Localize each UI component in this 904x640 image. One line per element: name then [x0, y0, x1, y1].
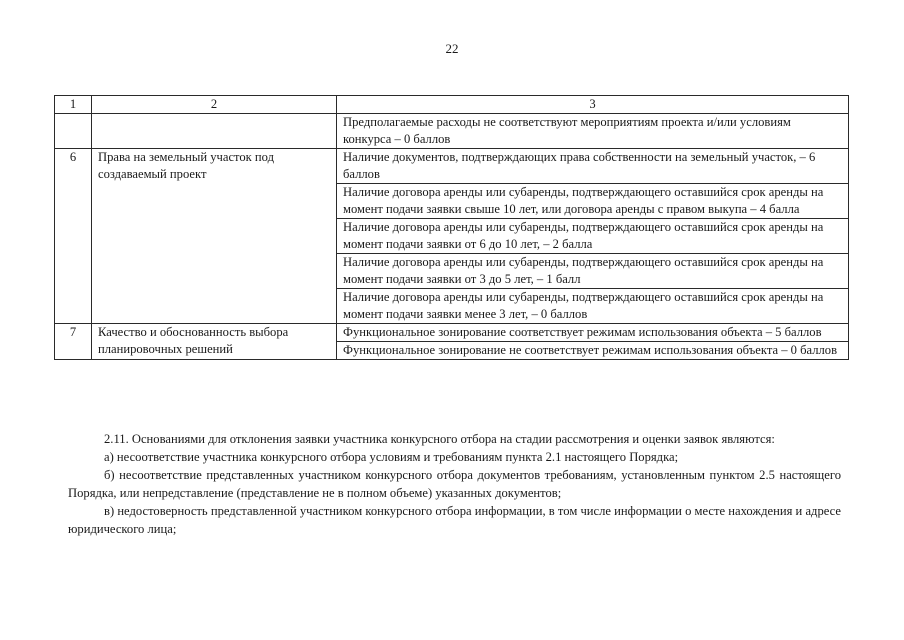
criteria-table	[54, 95, 849, 360]
criterion-cell: Качество и обоснованность выбора планировочных решений	[92, 324, 337, 360]
paragraph: в) недостоверность представленной участником конкурсного отбора информации, в том числе информации о месте нахождения и адресе юридического лица;	[68, 504, 841, 536]
option-cell: Функциональное зонирование не соответствует режимам использования объекта – 0 баллов	[337, 342, 849, 360]
body-text	[68, 430, 841, 538]
table-row	[55, 114, 849, 149]
continuation-cell: Предполагаемые расходы не соответствуют мероприятиям проекта и/или условиям конкурса – 0 баллов	[337, 114, 849, 149]
paragraph: б) несоответствие представленных участником конкурсного отбора документов требованиям, установленным пунктом 2.5 настоящего Порядка, или непредставление (представление не в полном объеме) указанных документов;	[68, 468, 841, 500]
criterion-cell: Права на земельный участок под создаваемый проект	[92, 149, 337, 324]
option-cell: Наличие документов, подтверждающих права собственности на земельный участок, – 6 баллов	[337, 149, 849, 184]
column-header-1: 1	[55, 96, 92, 114]
column-header-2: 2	[92, 96, 337, 114]
row-number: 6	[55, 149, 92, 324]
paragraph: 2.11. Основаниями для отклонения заявки участника конкурсного отбора на стадии рассмотрения и оценки заявок являются:	[104, 432, 775, 446]
paragraph: а) несоответствие участника конкурсного отбора условиям и требованиям пункта 2.1 настоящего Порядка;	[104, 450, 679, 464]
empty-cell	[55, 114, 92, 149]
page-number: 22	[445, 41, 459, 56]
row-number: 7	[55, 324, 92, 360]
empty-cell	[92, 114, 337, 149]
table-header-row	[55, 96, 849, 114]
option-cell: Наличие договора аренды или субаренды, подтверждающего оставшийся срок аренды на момент подачи заявки от 3 до 5 лет, – 1 балл	[337, 254, 849, 289]
column-header-3: 3	[337, 96, 849, 114]
option-cell: Наличие договора аренды или субаренды, подтверждающего оставшийся срок аренды на момент подачи заявки от 6 до 10 лет, – 2 балла	[337, 219, 849, 254]
table-row	[55, 324, 849, 342]
option-cell: Наличие договора аренды или субаренды, подтверждающего оставшийся срок аренды на момент подачи заявки свыше 10 лет, или договора аренды с правом выкупа – 4 балла	[337, 184, 849, 219]
table-row	[55, 149, 849, 184]
option-cell: Функциональное зонирование соответствует режимам использования объекта – 5 баллов	[337, 324, 849, 342]
option-cell: Наличие договора аренды или субаренды, подтверждающего оставшийся срок аренды на момент подачи заявки менее 3 лет, – 0 баллов	[337, 289, 849, 324]
